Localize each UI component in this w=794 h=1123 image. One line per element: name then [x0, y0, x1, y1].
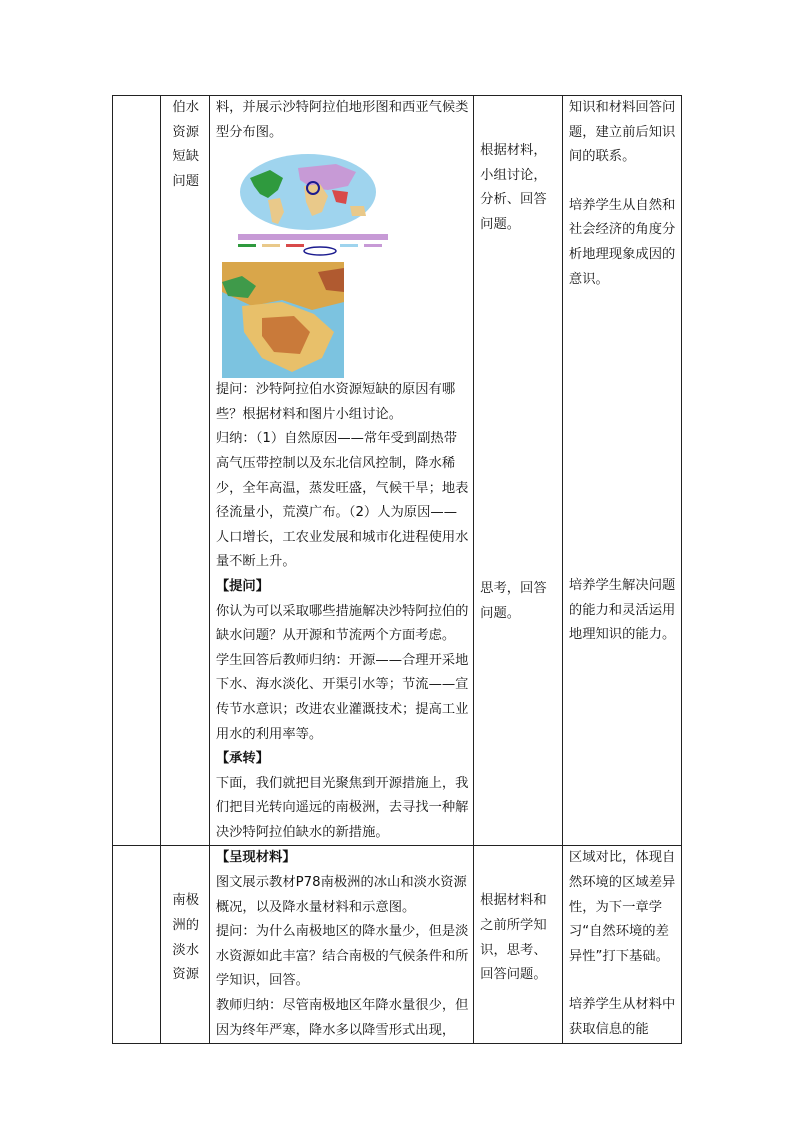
- paragraph: 培养学生解决问题的能力和灵活运用地理知识的能力。: [568, 578, 676, 643]
- section-heading: 【承转】: [215, 751, 270, 767]
- paragraph: 区域对比，体现自然环境的区域差异性，为下一章学习“自然环境的差异性”打下基础。: [568, 850, 676, 964]
- paragraph: 你认为可以采取哪些措施解决沙特阿拉伯的缺水问题？从开源和节流两个方面考虑。: [215, 603, 469, 644]
- paragraph: 根据材料和之前所学知识，思考、回答问题。: [480, 893, 547, 983]
- table-row: [113, 96, 682, 846]
- design-intent-cell: [562, 96, 681, 846]
- paragraph: 图文展示教材P78南极洲的冰山和淡水资源概况，以及降水量材料和示意图。: [215, 875, 467, 915]
- topic-cell: [161, 846, 209, 1044]
- section-heading: 【提问】: [215, 578, 270, 594]
- paragraph: 培养学生从自然和社会经济的角度分析地理现象成因的意识。: [568, 197, 676, 287]
- table-row: [113, 846, 682, 1044]
- saudi-arabia-terrain-map-image: [222, 262, 344, 378]
- paragraph: 根据材料，小组讨论，分析、回答问题。: [480, 143, 547, 232]
- blank-cell: [113, 96, 161, 846]
- student-activity-cell: [474, 96, 563, 846]
- design-intent-cell: [562, 846, 681, 1044]
- topic-label: 伯水资源短缺问题: [172, 100, 200, 189]
- student-activity-cell: [474, 846, 563, 1044]
- paragraph: 知识和材料回答问题，建立前后知识间的联系。: [568, 100, 676, 165]
- paragraph: 思考，回答问题。: [480, 581, 547, 621]
- paragraph: 归纳：（1）自然原因——常年受到副热带高气压带控制以及东北信风控制，降水稀少，全年高温，蒸发旺盛，气候干旱；地表径流量小，荒漠广布。（2）人为原因——人口增长，工农业发展和城市化进程使用水量不断上升。: [215, 431, 469, 570]
- paragraph: 下面，我们就把目光聚焦到开源措施上，我们把目光转向遥远的南极洲，去寻找一种解决沙特阿拉伯缺水的新措施。: [215, 775, 469, 840]
- paragraph: 培养学生从材料中获取信息的能: [568, 997, 676, 1038]
- paragraph: 提问：为什么南极地区的降水量少，但是淡水资源如此丰富？结合南极的气候条件和所学知识，回答。: [215, 924, 469, 989]
- blank-cell: [113, 846, 161, 1044]
- paragraph: 料，并展示沙特阿拉伯地形图和西亚气候类型分布图。: [215, 100, 469, 140]
- teacher-activity-cell: [209, 96, 473, 846]
- paragraph: 提问：沙特阿拉伯水资源短缺的原因有哪些？根据材料和图片小组讨论。: [215, 382, 456, 422]
- topic-cell: [161, 96, 209, 846]
- lesson-plan-table: [112, 95, 682, 1044]
- topic-label: 南极洲的淡水资源: [172, 893, 200, 983]
- paragraph: 学生回答后教师归纳：开源——合理开采地下水、海水淡化、开渠引水等；节流——宣传节水意识；改进农业灌溉技术；提高工业用水的利用率等。: [215, 652, 469, 742]
- section-heading: 【呈现材料】: [215, 850, 296, 866]
- paragraph: 教师归纳：尽管南极地区年降水量很少，但因为终年严寒，降水多以降雪形式出现，: [215, 998, 469, 1038]
- world-climate-map-image: [228, 150, 398, 260]
- teacher-activity-cell: [209, 846, 473, 1044]
